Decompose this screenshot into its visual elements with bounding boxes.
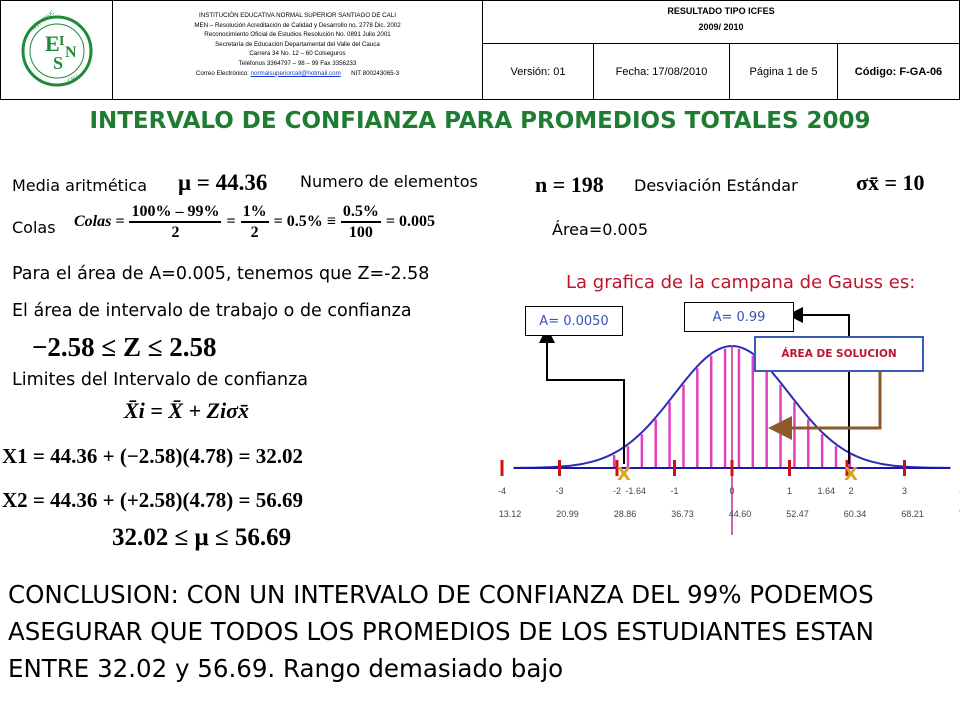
fraction-numerator: 0.5% xyxy=(341,202,381,223)
area-label: Área=0.005 xyxy=(552,220,649,239)
right-x-marker: X xyxy=(844,464,858,485)
para-area-text: Para el área de A=0.005, tenemos que Z=-2.58 xyxy=(12,264,430,284)
fraction-denominator: 2 xyxy=(250,224,259,241)
svg-text:N: N xyxy=(65,44,77,61)
svg-text:E: E xyxy=(45,31,60,56)
z-tick-label: 1.64 xyxy=(817,486,836,496)
z-tick-label: -1.64 xyxy=(625,486,646,496)
colas-label: Colas xyxy=(12,218,56,237)
equals-sign: = xyxy=(226,213,236,230)
colas-formula xyxy=(74,202,435,242)
formula-x1: X1 = 44.36 + (−2.58)(4.78) = 32.02 xyxy=(2,444,304,468)
conclusion: CONCLUSION: CON UN INTERVALO DE CONFIANZA DEL 99% PODEMOS ASEGURAR QUE TODOS LOS PROMEDIOS DE LOS ESTUDIANTES ESTAN ENTRE 32.02 y 56.69. Rango demasiado bajo xyxy=(8,580,874,683)
left-x-marker: X xyxy=(617,464,631,485)
institution-line: Teléfonos 3364797 – 98 – 99 Fax 3356233 xyxy=(238,59,357,67)
z-labels xyxy=(498,486,960,496)
media-formula: μ = 44.36 xyxy=(178,170,268,195)
fraction-numerator: 100% – 99% xyxy=(129,202,221,223)
x-value-label: 28.86 xyxy=(613,509,637,519)
svg-text:CALI: CALI xyxy=(67,73,80,85)
colas-result: = 0.005 xyxy=(385,213,435,230)
colas-fraction-3 xyxy=(341,202,381,242)
version: Versión: 01 xyxy=(482,43,594,100)
center-area-box: A= 0.99 xyxy=(684,302,794,332)
email-prefix: Correo Electrónico: xyxy=(195,69,251,77)
numero-formula: n = 198 xyxy=(535,172,604,197)
fraction-denominator: 2 xyxy=(171,224,180,241)
colas-prefix: Colas = xyxy=(74,213,125,230)
desv-formula: σx̄ = 10 xyxy=(856,170,925,195)
z-tick-label: 0 xyxy=(729,486,735,496)
tail-area-box: A= 0.0050 xyxy=(525,306,623,336)
colas-fraction-2 xyxy=(241,202,269,242)
institution-line: Carrera 34 No. 12 – 60 Colseguros xyxy=(249,50,346,58)
x-value-label: 20.99 xyxy=(556,509,579,519)
z-tick-label: -1 xyxy=(670,486,679,496)
svg-text:S: S xyxy=(53,53,64,73)
x-value-label: 44.60 xyxy=(728,509,752,519)
school-logo xyxy=(1,1,112,99)
colas-fraction-1 xyxy=(129,202,221,242)
result-title: RESULTADO TIPO ICFES xyxy=(667,6,775,16)
desv-label: Desviación Estándar xyxy=(634,176,798,195)
x-value-label: 68.21 xyxy=(901,509,924,519)
email-link[interactable]: normalsuperiorcali@hotmail.com xyxy=(250,69,341,77)
solucion-box: ÁREA DE SOLUCION xyxy=(754,336,924,372)
fraction-numerator: 1% xyxy=(241,202,269,223)
gauss-title: La grafica de la campana de Gauss es: xyxy=(566,272,916,293)
logo-cell xyxy=(0,0,113,100)
x-value-label: 13.12 xyxy=(498,509,522,519)
nit: NIT 800243065-3 xyxy=(351,69,400,77)
z-tick-label: -2 xyxy=(612,486,622,496)
z-range: −2.58 ≤ Z ≤ 2.58 xyxy=(32,332,217,362)
svg-text:INST. EDUC.: INST. EDUC. xyxy=(30,8,58,33)
pagina: Página 1 de 5 xyxy=(729,43,838,100)
institution-line: MEN – Resolución Acreditación de Calidad y Desarrollo no. 2778 Dic. 2002 xyxy=(194,21,401,29)
z-tick-label: -3 xyxy=(555,486,564,496)
z-tick-label: 1 xyxy=(786,486,793,496)
result-years: 2009/ 2010 xyxy=(698,22,744,32)
x-value-label: 52.47 xyxy=(786,509,809,519)
numero-label: Numero de elementos xyxy=(300,172,478,191)
x-value-label: 36.73 xyxy=(671,509,694,519)
tail-arrow xyxy=(547,335,624,464)
media-label: Media aritmética xyxy=(12,176,147,195)
institution-line: Secretaría de Educación Departamental del Valle del Cauca xyxy=(215,40,380,48)
result-title-cell xyxy=(482,0,960,44)
limites-text: Limites del Intervalo de confianza xyxy=(12,370,309,390)
area-intervalo-text: El área de intervalo de trabajo o de confianza xyxy=(12,301,412,321)
x-value-label: 60.34 xyxy=(843,509,867,519)
document-header xyxy=(0,0,960,100)
institution-line: INSTITUCIÓN EDUCATIVA NORMAL SUPERIOR SANTIAGO DE CALI xyxy=(199,12,396,19)
z-tick-label: 3 xyxy=(901,486,908,496)
institution-info xyxy=(112,0,483,100)
x-value-labels xyxy=(499,509,960,519)
institution-line: Reconocimiento Oficial de Estudios Resolución No. 0891 Julio 2001 xyxy=(204,31,391,39)
codigo: Código: F-GA-06 xyxy=(837,43,960,100)
contact-line xyxy=(113,69,482,79)
result-range: 32.02 ≤ μ ≤ 56.69 xyxy=(112,524,292,551)
fecha: Fecha: 17/08/2010 xyxy=(593,43,730,100)
colas-middle: = 0.5% ≡ xyxy=(273,213,336,230)
svg-text:I: I xyxy=(59,34,65,49)
formula-x2: X2 = 44.36 + (+2.58)(4.78) = 56.69 xyxy=(2,488,304,512)
z-tick-label: 2 xyxy=(848,486,854,496)
page-title: INTERVALO DE CONFIANZA PARA PROMEDIOS TOTALES 2009 xyxy=(89,108,871,134)
z-tick-label: -4 xyxy=(497,486,507,496)
formula-xi: X̄i = X̄ + Ziσx̄ xyxy=(124,398,249,423)
fraction-denominator: 100 xyxy=(348,224,373,241)
